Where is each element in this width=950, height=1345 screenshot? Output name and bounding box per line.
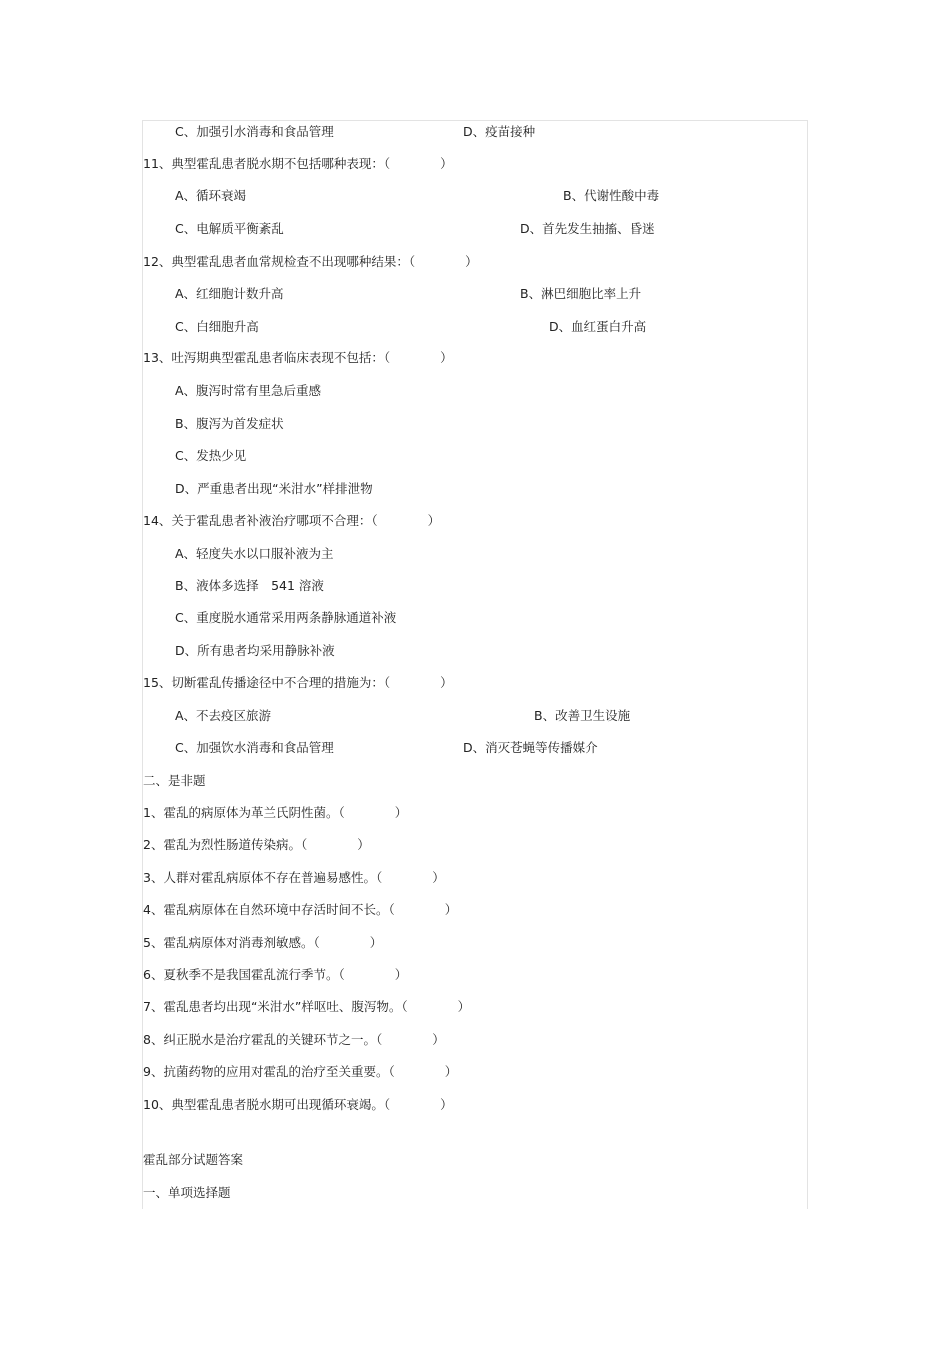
statement-text: 10、典型霍乱患者脱水期可出现循环衰竭。（ ） (143, 1097, 453, 1112)
option-text: C、重度脱水通常采用两条静脉通道补液 (175, 610, 397, 625)
section-heading: 一、单项选择题 (143, 1185, 231, 1200)
answers-title: 霍乱部分试题答案 (143, 1152, 244, 1167)
option-text: C、白细胞升高 (175, 319, 259, 334)
option-text: A、红细胞计数升高 (175, 286, 284, 301)
statement-text: 7、霍乱患者均出现“米泔水”样呕吐、腹泻物。（ ） (143, 999, 471, 1014)
statement-text: 1、霍乱的病原体为革兰氏阴性菌。（ ） (143, 805, 408, 820)
statement-text: 5、霍乱病原体对消毒剂敏感。（ ） (143, 935, 383, 950)
question-text: 15、切断霍乱传播途径中不合理的措施为：（ ） (143, 675, 453, 690)
option-text: B、代谢性酸中毒 (563, 188, 660, 203)
option-text: D、血红蛋白升高 (549, 319, 647, 334)
option-text: B、腹泻为首发症状 (175, 416, 284, 431)
option-text: D、严重患者出现“米泔水”样排泄物 (175, 481, 373, 496)
option-text: D、所有患者均采用静脉补液 (175, 643, 335, 658)
option-text: A、轻度失水以口服补液为主 (175, 546, 334, 561)
option-text: C、电解质平衡紊乱 (175, 221, 284, 236)
option-text: A、不去疫区旅游 (175, 708, 272, 723)
question-text: 14、关于霍乱患者补液治疗哪项不合理：（ ） (143, 513, 441, 528)
option-text: A、循环衰竭 (175, 188, 247, 203)
statement-text: 8、纠正脱水是治疗霍乱的关键环节之一。（ ） (143, 1032, 445, 1047)
statement-text: 3、人群对霍乱病原体不存在普遍易感性。（ ） (143, 870, 445, 885)
option-text: B、液体多选择 541 溶液 (175, 578, 324, 593)
option-text: D、疫苗接种 (463, 124, 536, 139)
statement-text: 4、霍乱病原体在自然环境中存活时间不长。（ ） (143, 902, 458, 917)
option-text: C、加强饮水消毒和食品管理 (175, 740, 334, 755)
question-text: 13、吐泻期典型霍乱患者临床表现不包括：（ ） (143, 350, 453, 365)
statement-text: 2、霍乱为烈性肠道传染病。（ ） (143, 837, 370, 852)
option-text: C、加强引水消毒和食品管理 (175, 124, 334, 139)
option-text: D、消灭苍蝇等传播媒介 (463, 740, 598, 755)
option-text: A、腹泻时常有里急后重感 (175, 383, 322, 398)
option-text: B、改善卫生设施 (534, 708, 631, 723)
option-text: D、首先发生抽搐、昏迷 (520, 221, 655, 236)
section-heading: 二、是非题 (143, 773, 206, 788)
question-text: 12、典型霍乱患者血常规检查不出现哪种结果：（ ） (143, 254, 478, 269)
question-text: 11、典型霍乱患者脱水期不包括哪种表现：（ ） (143, 156, 453, 171)
option-text: C、发热少见 (175, 448, 247, 463)
option-text: B、淋巴细胞比率上升 (520, 286, 642, 301)
statement-text: 9、抗菌药物的应用对霍乱的治疗至关重要。（ ） (143, 1064, 458, 1079)
statement-text: 6、夏秋季不是我国霍乱流行季节。（ ） (143, 967, 408, 982)
